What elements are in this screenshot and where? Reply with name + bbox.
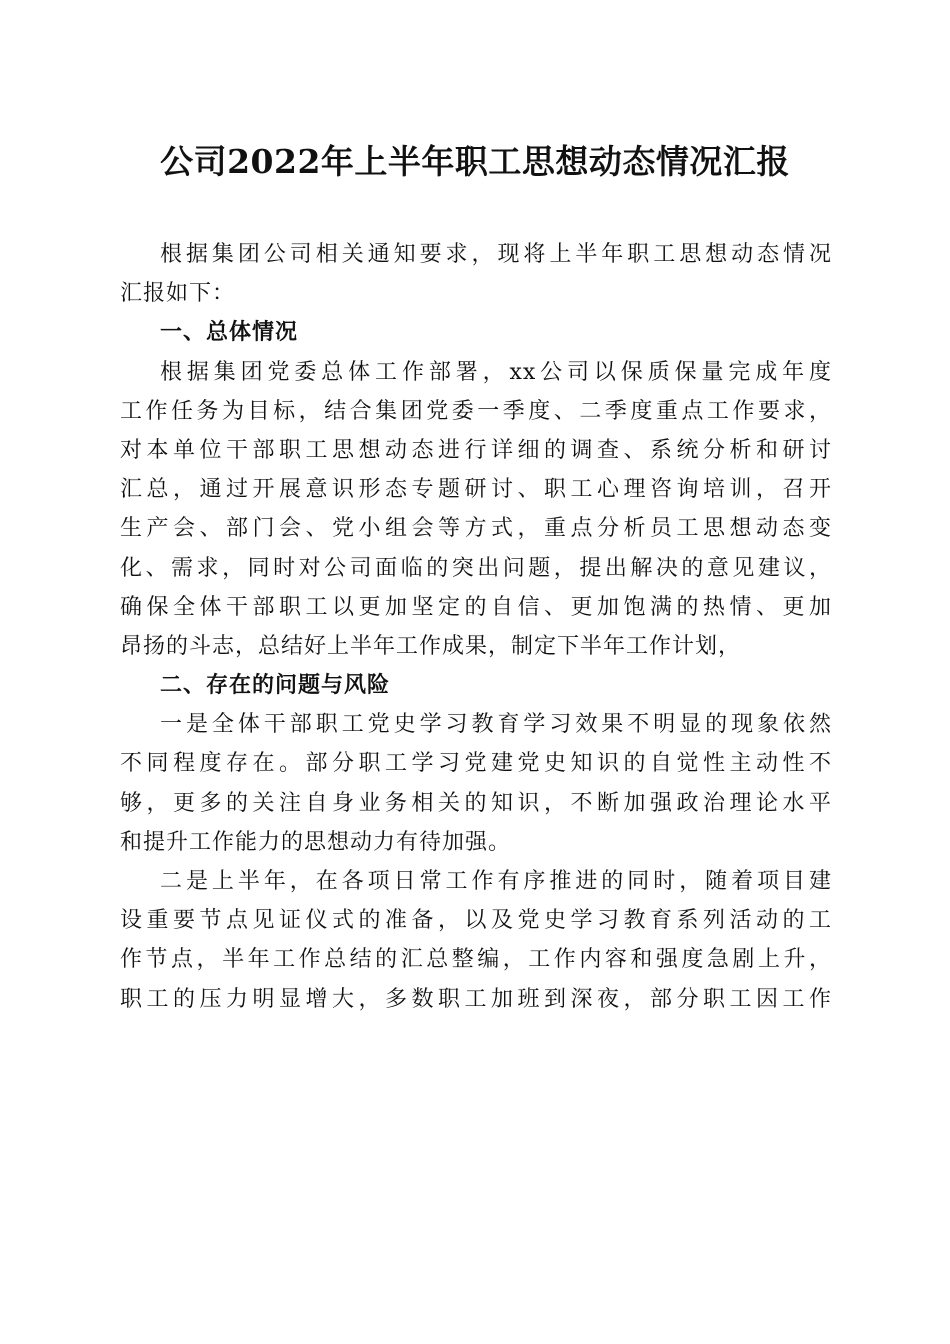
paragraph-line: 根据集团党委总体工作部署，xx公司以保质保量完成年度 — [160, 359, 832, 385]
paragraph-line: 设重要节点见证仪式的准备，以及党史学习教育系列活动的工 — [120, 908, 832, 934]
document-body — [120, 235, 832, 1019]
paragraph-line: 够，更多的关注自身业务相关的知识，不断加强政治理论水平 — [120, 790, 832, 816]
paragraph-line: 汇报如下： — [120, 281, 236, 307]
paragraph-line: 确保全体干部职工以更加坚定的自信、更加饱满的热情、更加 — [120, 594, 832, 620]
paragraph-line: 汇总，通过开展意识形态专题研讨、职工心理咨询培训，召开 — [120, 477, 832, 503]
paragraph-line: 生产会、部门会、党小组会等方式，重点分析员工思想动态变 — [120, 516, 832, 542]
paragraph-line: 对本单位干部职工思想动态进行详细的调查、系统分析和研讨 — [120, 437, 832, 463]
paragraph-line: 职工的压力明显增大，多数职工加班到深夜，部分职工因工作 — [120, 986, 832, 1012]
paragraph-line: 化、需求，同时对公司面临的突出问题，提出解决的意见建议， — [120, 555, 832, 581]
paragraph-line: 作节点，半年工作总结的汇总整编，工作内容和强度急剧上升， — [120, 947, 832, 973]
paragraph-line: 二是上半年，在各项日常工作有序推进的同时，随着项目建 — [160, 869, 832, 894]
paragraph-line: 和提升工作能力的思想动力有待加强。 — [120, 829, 512, 855]
paragraph-line: 一是全体干部职工党史学习教育学习效果不明显的现象依然 — [160, 712, 832, 738]
paragraph-line: 工作任务为目标，结合集团党委一季度、二季度重点工作要求， — [120, 398, 832, 424]
paragraph-line: 昂扬的斗志，总结好上半年工作成果，制定下半年工作计划， — [120, 633, 742, 659]
paragraph-line: 根据集团公司相关通知要求，现将上半年职工思想动态情况 — [160, 242, 832, 267]
section-heading: 二、存在的问题与风险 — [160, 673, 391, 699]
document-title: 公司2022年上半年职工思想动态情况汇报 — [160, 142, 790, 181]
section-heading: 一、总体情况 — [160, 320, 299, 346]
paragraph-line: 不同程度存在。部分职工学习党建党史知识的自觉性主动性不 — [120, 751, 832, 777]
